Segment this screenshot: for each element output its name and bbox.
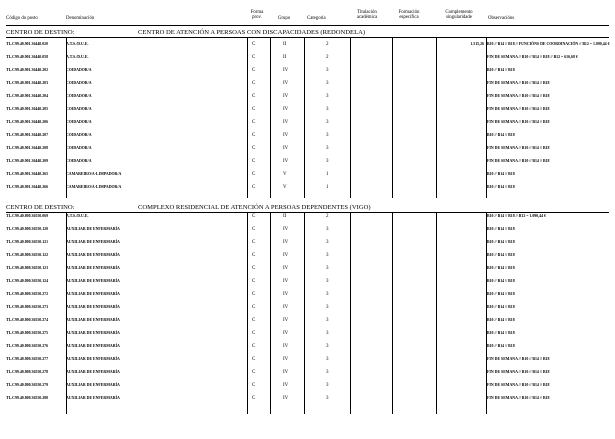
grupo-cell: IV [283, 305, 289, 310]
grupo-cell: IV [283, 331, 289, 336]
denominacion-cell: AUXILIAR DE ENFERMARÍA [66, 331, 120, 335]
categoria-cell: 3 [326, 357, 329, 362]
forma-cell: C [252, 94, 256, 99]
column-divider [350, 38, 351, 198]
table-row [0, 370, 615, 383]
grupo-cell: IV [283, 318, 289, 323]
categoria-cell: 3 [326, 383, 329, 388]
denominacion-cell: COIDADOR/A [66, 120, 92, 124]
table-row [0, 214, 615, 227]
codigo-cell: TL.C99.40.901.36440.203 [6, 81, 49, 85]
column-divider [247, 38, 248, 198]
grupo-cell: IV [283, 279, 289, 284]
grupo-cell: IV [283, 146, 289, 151]
column-divider [436, 38, 437, 198]
column-divider [247, 213, 248, 414]
forma-cell: C [252, 120, 256, 125]
column-divider [350, 213, 351, 414]
table-row [0, 357, 615, 370]
section-heading [6, 29, 366, 37]
grupo-cell: IV [283, 357, 289, 362]
observacions-cell: B10 // B14 // B18 [487, 133, 515, 137]
grupo-cell: IV [283, 120, 289, 125]
header-complemento: Complemento singularidade [445, 10, 473, 21]
categoria-cell: 3 [326, 120, 329, 125]
categoria-cell: 3 [326, 253, 329, 258]
observacions-cell: FIN DE SEMANA // B10 // B14 // B18 [487, 120, 550, 124]
column-divider [66, 213, 67, 414]
categoria-cell: 3 [326, 159, 329, 164]
observacions-cell: FIN DE SEMANA // B10 // B14 // B18 [487, 81, 550, 85]
codigo-cell: TL.C99.40.800.36550.121 [6, 240, 49, 244]
table-row [0, 240, 615, 253]
forma-cell: C [252, 227, 256, 232]
grupo-cell: IV [283, 292, 289, 297]
forma-cell: C [252, 146, 256, 151]
categoria-cell: 3 [326, 266, 329, 271]
forma-cell: C [252, 331, 256, 336]
observacions-cell: B10 // B14 // B18 [487, 279, 515, 283]
header-observacions: Observacións [488, 16, 515, 21]
table-row [0, 159, 615, 172]
codigo-cell: TL.C99.40.901.36440.058 [6, 55, 49, 59]
codigo-cell: TL.C99.40.800.36550.276 [6, 344, 49, 348]
forma-cell: C [252, 357, 256, 362]
forma-cell: C [252, 305, 256, 310]
section-label: CENTRO DE DESTINO: [6, 29, 75, 36]
categoria-cell: 1 [326, 172, 329, 177]
categoria-cell: 3 [326, 146, 329, 151]
grupo-cell: IV [283, 133, 289, 138]
observacions-cell: B10 // B14 // B18 [487, 240, 515, 244]
denominacion-cell: AUXILIAR DE ENFERMARÍA [66, 370, 120, 374]
forma-cell: C [252, 42, 256, 47]
table-row [0, 383, 615, 396]
forma-cell: C [252, 81, 256, 86]
denominacion-cell: COIDADOR/A [66, 146, 92, 150]
denominacion-cell: COIDADOR/A [66, 68, 92, 72]
table-row [0, 292, 615, 305]
column-divider [436, 213, 437, 414]
categoria-cell: 3 [326, 318, 329, 323]
observacions-cell: FIN DE SEMANA // B10 // B14 // B18 [487, 370, 550, 374]
observacions-cell: B10 // B14 // B18 [487, 292, 515, 296]
codigo-cell: TL.C99.40.800.36550.280 [6, 396, 49, 400]
codigo-cell: TL.C99.40.901.36440.204 [6, 94, 49, 98]
section-rule [6, 37, 609, 38]
denominacion-cell: CAMAREIRO/A-LIMPADOR/A [66, 185, 122, 189]
observacions-cell: B10 // B14 // B18 [487, 305, 515, 309]
denominacion-cell: AUXILIAR DE ENFERMARÍA [66, 279, 120, 283]
categoria-cell: 3 [326, 94, 329, 99]
forma-cell: C [252, 370, 256, 375]
forma-cell: C [252, 240, 256, 245]
table-row [0, 81, 615, 94]
column-divider [392, 213, 393, 414]
grupo-cell: IV [283, 266, 289, 271]
grupo-cell: IV [283, 253, 289, 258]
table-row [0, 42, 615, 55]
observacions-cell: FIN DE SEMANA // B10 // B14 // B18 [487, 357, 550, 361]
table-row [0, 344, 615, 357]
grupo-cell: V [283, 172, 287, 177]
denominacion-cell: A.T.S./D.U.E. [66, 214, 89, 218]
observacions-cell: B10 // B14 // B18 [487, 318, 515, 322]
observacions-cell: B10 // B14 // B18 [487, 185, 515, 189]
table-row [0, 185, 615, 198]
section-rule [6, 212, 609, 213]
denominacion-cell: AUXILIAR DE ENFERMARÍA [66, 396, 120, 400]
categoria-cell: 3 [326, 396, 329, 401]
categoria-cell: 3 [326, 370, 329, 375]
categoria-cell: 3 [326, 240, 329, 245]
codigo-cell: TL.C99.40.800.36550.273 [6, 305, 49, 309]
codigo-cell: TL.C99.40.800.36550.069 [6, 214, 49, 218]
observacions-cell: FIN DE SEMANA // B10 // B14 // B18 [487, 159, 550, 163]
table-row [0, 133, 615, 146]
observacions-cell: FIN DE SEMANA // B10 // B14 // B18 [487, 94, 550, 98]
forma-cell: C [252, 172, 256, 177]
header-forma: Forma prov. [250, 10, 264, 21]
categoria-cell: 3 [326, 331, 329, 336]
column-divider [304, 213, 305, 414]
header-rule [6, 25, 609, 26]
grupo-cell: IV [283, 107, 289, 112]
grupo-cell: IV [283, 68, 289, 73]
denominacion-cell: AUXILIAR DE ENFERMARÍA [66, 266, 120, 270]
codigo-cell: TL.C99.40.901.36440.207 [6, 133, 49, 137]
grupo-cell: IV [283, 159, 289, 164]
grupo-cell: IV [283, 383, 289, 388]
complemento-cell: 1.515,26 [470, 42, 484, 46]
column-divider [486, 38, 487, 198]
categoria-cell: 3 [326, 107, 329, 112]
column-divider [486, 213, 487, 414]
denominacion-cell: COIDADOR/A [66, 81, 92, 85]
forma-cell: C [252, 396, 256, 401]
table-row [0, 305, 615, 318]
denominacion-cell: AUXILIAR DE ENFERMARÍA [66, 240, 120, 244]
categoria-cell: 3 [326, 292, 329, 297]
column-divider [66, 38, 67, 198]
observacions-cell: B10 // B14 // B18 [487, 172, 515, 176]
codigo-cell: TL.C99.40.800.36550.279 [6, 383, 49, 387]
forma-cell: C [252, 318, 256, 323]
categoria-cell: 3 [326, 227, 329, 232]
observacions-cell: B10 // B14 // B18 [487, 344, 515, 348]
observacions-cell: FIN DE SEMANA // B10 // B14 // B18 [487, 383, 550, 387]
codigo-cell: TL.C99.40.901.36440.206 [6, 120, 49, 124]
categoria-cell: 2 [326, 214, 329, 219]
denominacion-cell: CAMAREIRO/A-LIMPADOR/A [66, 172, 122, 176]
codigo-cell: TL.C99.40.800.36550.124 [6, 279, 49, 283]
codigo-cell: TL.C99.40.800.36550.123 [6, 266, 49, 270]
categoria-cell: 3 [326, 344, 329, 349]
table-row [0, 172, 615, 185]
observacions-cell: B10 // B14 // B18 [487, 253, 515, 257]
table-row [0, 68, 615, 81]
denominacion-cell: COIDADOR/A [66, 94, 92, 98]
header-denominacion: Denominación [66, 16, 95, 21]
forma-cell: C [252, 344, 256, 349]
table-row [0, 107, 615, 120]
table-row [0, 55, 615, 68]
grupo-cell: IV [283, 344, 289, 349]
categoria-cell: 1 [326, 185, 329, 190]
forma-cell: C [252, 292, 256, 297]
categoria-cell: 2 [326, 55, 329, 60]
observacions-cell: B10 // B14 // B18 [487, 331, 515, 335]
observacions-cell: FIN DE SEMANA // B10 // B14 // B18 // B12 = 616,68 € [487, 55, 578, 59]
denominacion-cell: AUXILIAR DE ENFERMARÍA [66, 305, 120, 309]
denominacion-cell: COIDADOR/A [66, 159, 92, 163]
denominacion-cell: AUXILIAR DE ENFERMARÍA [66, 357, 120, 361]
grupo-cell: IV [283, 227, 289, 232]
denominacion-cell: AUXILIAR DE ENFERMARÍA [66, 383, 120, 387]
header-titulacion: Titulación académica [356, 10, 378, 21]
forma-cell: C [252, 133, 256, 138]
table-row [0, 396, 615, 409]
header-categoria: Categoría [307, 16, 326, 21]
grupo-cell: II [283, 42, 287, 47]
section-heading [6, 204, 371, 212]
observacions-cell: B10 // B14 // B18 [487, 266, 515, 270]
categoria-cell: 3 [326, 68, 329, 73]
observacions-cell: FIN DE SEMANA // B10 // B14 // B18 [487, 396, 550, 400]
codigo-cell: TL.C99.40.800.36550.120 [6, 227, 49, 231]
observacions-cell: FIN DE SEMANA // B10 // B14 // B18 [487, 146, 550, 150]
grupo-cell: IV [283, 370, 289, 375]
grupo-cell: II [283, 214, 287, 219]
grupo-cell: IV [283, 94, 289, 99]
codigo-cell: TL.C99.40.901.36440.205 [6, 107, 49, 111]
denominacion-cell: AUXILIAR DE ENFERMARÍA [66, 318, 120, 322]
codigo-cell: TL.C99.40.901.36440.208 [6, 146, 49, 150]
codigo-cell: TL.C99.40.800.36550.122 [6, 253, 49, 257]
section-name: COMPLEXO RESIDENCIAL DE ATENCIÓN A PERSOAS DEPENDENTES (VIGO) [138, 204, 371, 211]
grupo-cell: II [283, 55, 287, 60]
categoria-cell: 3 [326, 305, 329, 310]
table-row [0, 94, 615, 107]
forma-cell: C [252, 107, 256, 112]
table-row [0, 266, 615, 279]
observacions-cell: B10 // B14 // B18 // B12 = 1.090,44 € [487, 214, 546, 218]
table-row [0, 318, 615, 331]
header-formacion: Formación específica [398, 10, 420, 21]
section-name: CENTRO DE ATENCIÓN A PERSOAS CON DISCAPACIDADES (REDONDELA) [138, 29, 366, 36]
column-divider [270, 213, 271, 414]
observacions-cell: B10 // B14 // B18 [487, 68, 515, 72]
denominacion-cell: A.T.S./D.U.E. [66, 55, 89, 59]
categoria-cell: 2 [326, 42, 329, 47]
denominacion-cell: AUXILIAR DE ENFERMARÍA [66, 344, 120, 348]
table-row [0, 253, 615, 266]
forma-cell: C [252, 383, 256, 388]
grupo-cell: IV [283, 240, 289, 245]
forma-cell: C [252, 253, 256, 258]
forma-cell: C [252, 279, 256, 284]
denominacion-cell: COIDADOR/A [66, 107, 92, 111]
table-row [0, 279, 615, 292]
codigo-cell: TL.C99.40.901.36440.202 [6, 68, 49, 72]
header-grupo: Grupo [277, 16, 291, 21]
codigo-cell: TL.C99.40.901.36440.209 [6, 159, 49, 163]
column-divider [304, 38, 305, 198]
categoria-cell: 3 [326, 81, 329, 86]
codigo-cell: TL.C99.40.800.36550.274 [6, 318, 49, 322]
denominacion-cell: COIDADOR/A [66, 133, 92, 137]
forma-cell: C [252, 266, 256, 271]
categoria-cell: 3 [326, 279, 329, 284]
table-row [0, 146, 615, 159]
table-row [0, 120, 615, 133]
column-divider [270, 38, 271, 198]
forma-cell: C [252, 55, 256, 60]
forma-cell: C [252, 159, 256, 164]
codigo-cell: TL.C99.40.800.36550.275 [6, 331, 49, 335]
codigo-cell: TL.C99.40.800.36550.272 [6, 292, 49, 296]
codigo-cell: TL.C99.40.800.36550.277 [6, 357, 49, 361]
observacions-cell: FIN DE SEMANA // B10 // B14 // B18 [487, 107, 550, 111]
denominacion-cell: A.T.S./D.U.E. [66, 42, 89, 46]
codigo-cell: TL.C99.40.901.36440.265 [6, 172, 49, 176]
grupo-cell: IV [283, 396, 289, 401]
denominacion-cell: AUXILIAR DE ENFERMARÍA [66, 227, 120, 231]
forma-cell: C [252, 214, 256, 219]
table-row [0, 331, 615, 344]
grupo-cell: IV [283, 81, 289, 86]
codigo-cell: TL.C99.40.800.36550.278 [6, 370, 49, 374]
column-divider [392, 38, 393, 198]
codigo-cell: TL.C99.40.901.36440.266 [6, 185, 49, 189]
table-row [0, 227, 615, 240]
categoria-cell: 3 [326, 133, 329, 138]
denominacion-cell: AUXILIAR DE ENFERMARÍA [66, 253, 120, 257]
codigo-cell: TL.C99.40.901.36440.020 [6, 42, 49, 46]
forma-cell: C [252, 68, 256, 73]
observacions-cell: B10 // B14 // B18 // FUNCIÓNS DE COORDINACIÓN // B12 = 1.090,44 € [487, 42, 610, 46]
denominacion-cell: AUXILIAR DE ENFERMARÍA [66, 292, 120, 296]
forma-cell: C [252, 185, 256, 190]
grupo-cell: V [283, 185, 287, 190]
header-codigo: Código do posto [6, 16, 38, 21]
observacions-cell: B10 // B14 // B18 [487, 227, 515, 231]
section-label: CENTRO DE DESTINO: [6, 204, 75, 211]
